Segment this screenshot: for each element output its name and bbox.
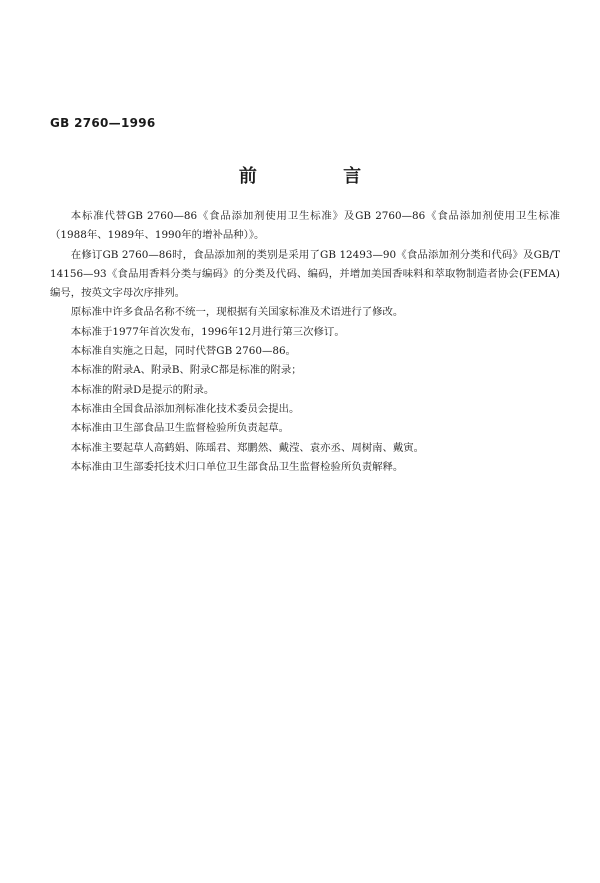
paragraph-history: 本标准于1977年首次发布，1996年12月进行第三次修订。 (70, 325, 345, 338)
paragraph-food-names: 原标准中许多食品名称不统一，现根据有关国家标准及术语进行了修改。 (70, 306, 404, 319)
paragraph-drafted-by: 本标准由卫生部食品卫生监督检验所负责起草。 (70, 422, 289, 435)
page-title: 前 言 (238, 166, 402, 187)
paragraph-interpretation: 本标准由卫生部委托技术归口单位卫生部食品卫生监督检验所负责解释。 (70, 460, 404, 473)
paragraph-replaces: 本标准代替GB 2760—86《食品添加剂使用卫生标准》及GB 2760—86《食品添加剂使用卫生标准（1988年、1989年、1990年的增补品种）》。 (50, 210, 560, 242)
foreword-body (50, 207, 560, 477)
paragraph-normative-annexes: 本标准的附录A、附录B、附录C都是标准的附录； (70, 364, 302, 377)
paragraph-effective: 本标准自实施之日起，同时代替GB 2760—86。 (70, 345, 296, 358)
paragraph-revision: 在修订GB 2760—86时，食品添加剂的类别是采用了GB 12493—90《食品添加剂分类和代码》及GB/T 14156—93《食品用香料分类与编码》的分类及代码、编码，并增加美国香味料和萃取物制造者协会(FEMA)编号，按英文字母次序排列。 (50, 248, 560, 300)
paragraph-proposed-by: 本标准由全国食品添加剂标准化技术委员会提出。 (70, 402, 300, 415)
paragraph-informative-annex: 本标准的附录D是提示的附录。 (70, 383, 215, 396)
standard-code: GB 2760—1996 (50, 116, 156, 130)
paragraph-drafters: 本标准主要起草人高鹤娟、陈瑶君、郑鹏然、戴滢、袁亦丞、周树南、戴寅。 (70, 441, 425, 454)
